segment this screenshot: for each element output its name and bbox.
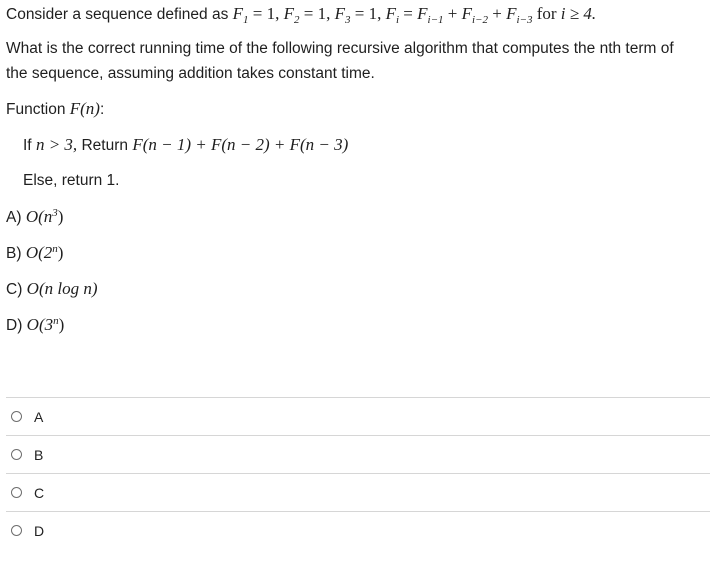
answer-choice-c: C) O(n log n) [6, 279, 98, 298]
radio-button-icon[interactable] [11, 411, 22, 422]
option-b[interactable] [6, 435, 710, 473]
answer-options [6, 397, 710, 549]
radio-button-icon[interactable] [11, 525, 22, 536]
intro-text: Consider a sequence defined as [6, 6, 229, 23]
answer-choice-d: D) O(3$^n$) [6, 315, 65, 334]
question-intro [6, 2, 596, 27]
option-a[interactable] [6, 397, 710, 435]
option-label: B [34, 446, 44, 463]
option-label: C [34, 484, 45, 501]
radio-button-icon[interactable] [11, 449, 22, 460]
option-c[interactable] [6, 473, 710, 511]
radio-button-icon[interactable] [11, 487, 22, 498]
question-line-2: What is the correct running time of the following recursive algorithm that computes the nth term of [6, 40, 674, 57]
option-label: D [34, 522, 45, 539]
option-label: A [34, 408, 44, 425]
function-header: Function F(n): [6, 99, 105, 118]
answer-choice-a: A) $O(n^3)$ [6, 207, 64, 226]
function-else-line: Else, return 1. [23, 172, 120, 189]
sequence-definition: $F_1 = 1$, $F_2 = 1$, $F_3 = 1$, $F_i = F_{i-1} + F_{i-2} + F_{i-3}$ for i ≥ 4. [232, 4, 597, 26]
option-d[interactable] [6, 511, 710, 549]
question-line-3: the sequence, assuming addition takes constant time. [6, 65, 375, 82]
answer-choice-b: B) O(2$^n$) [6, 243, 64, 262]
function-if-line: If n > 3, Return F(n − 1) + F(n − 2) + F(n − 3) [23, 135, 349, 154]
